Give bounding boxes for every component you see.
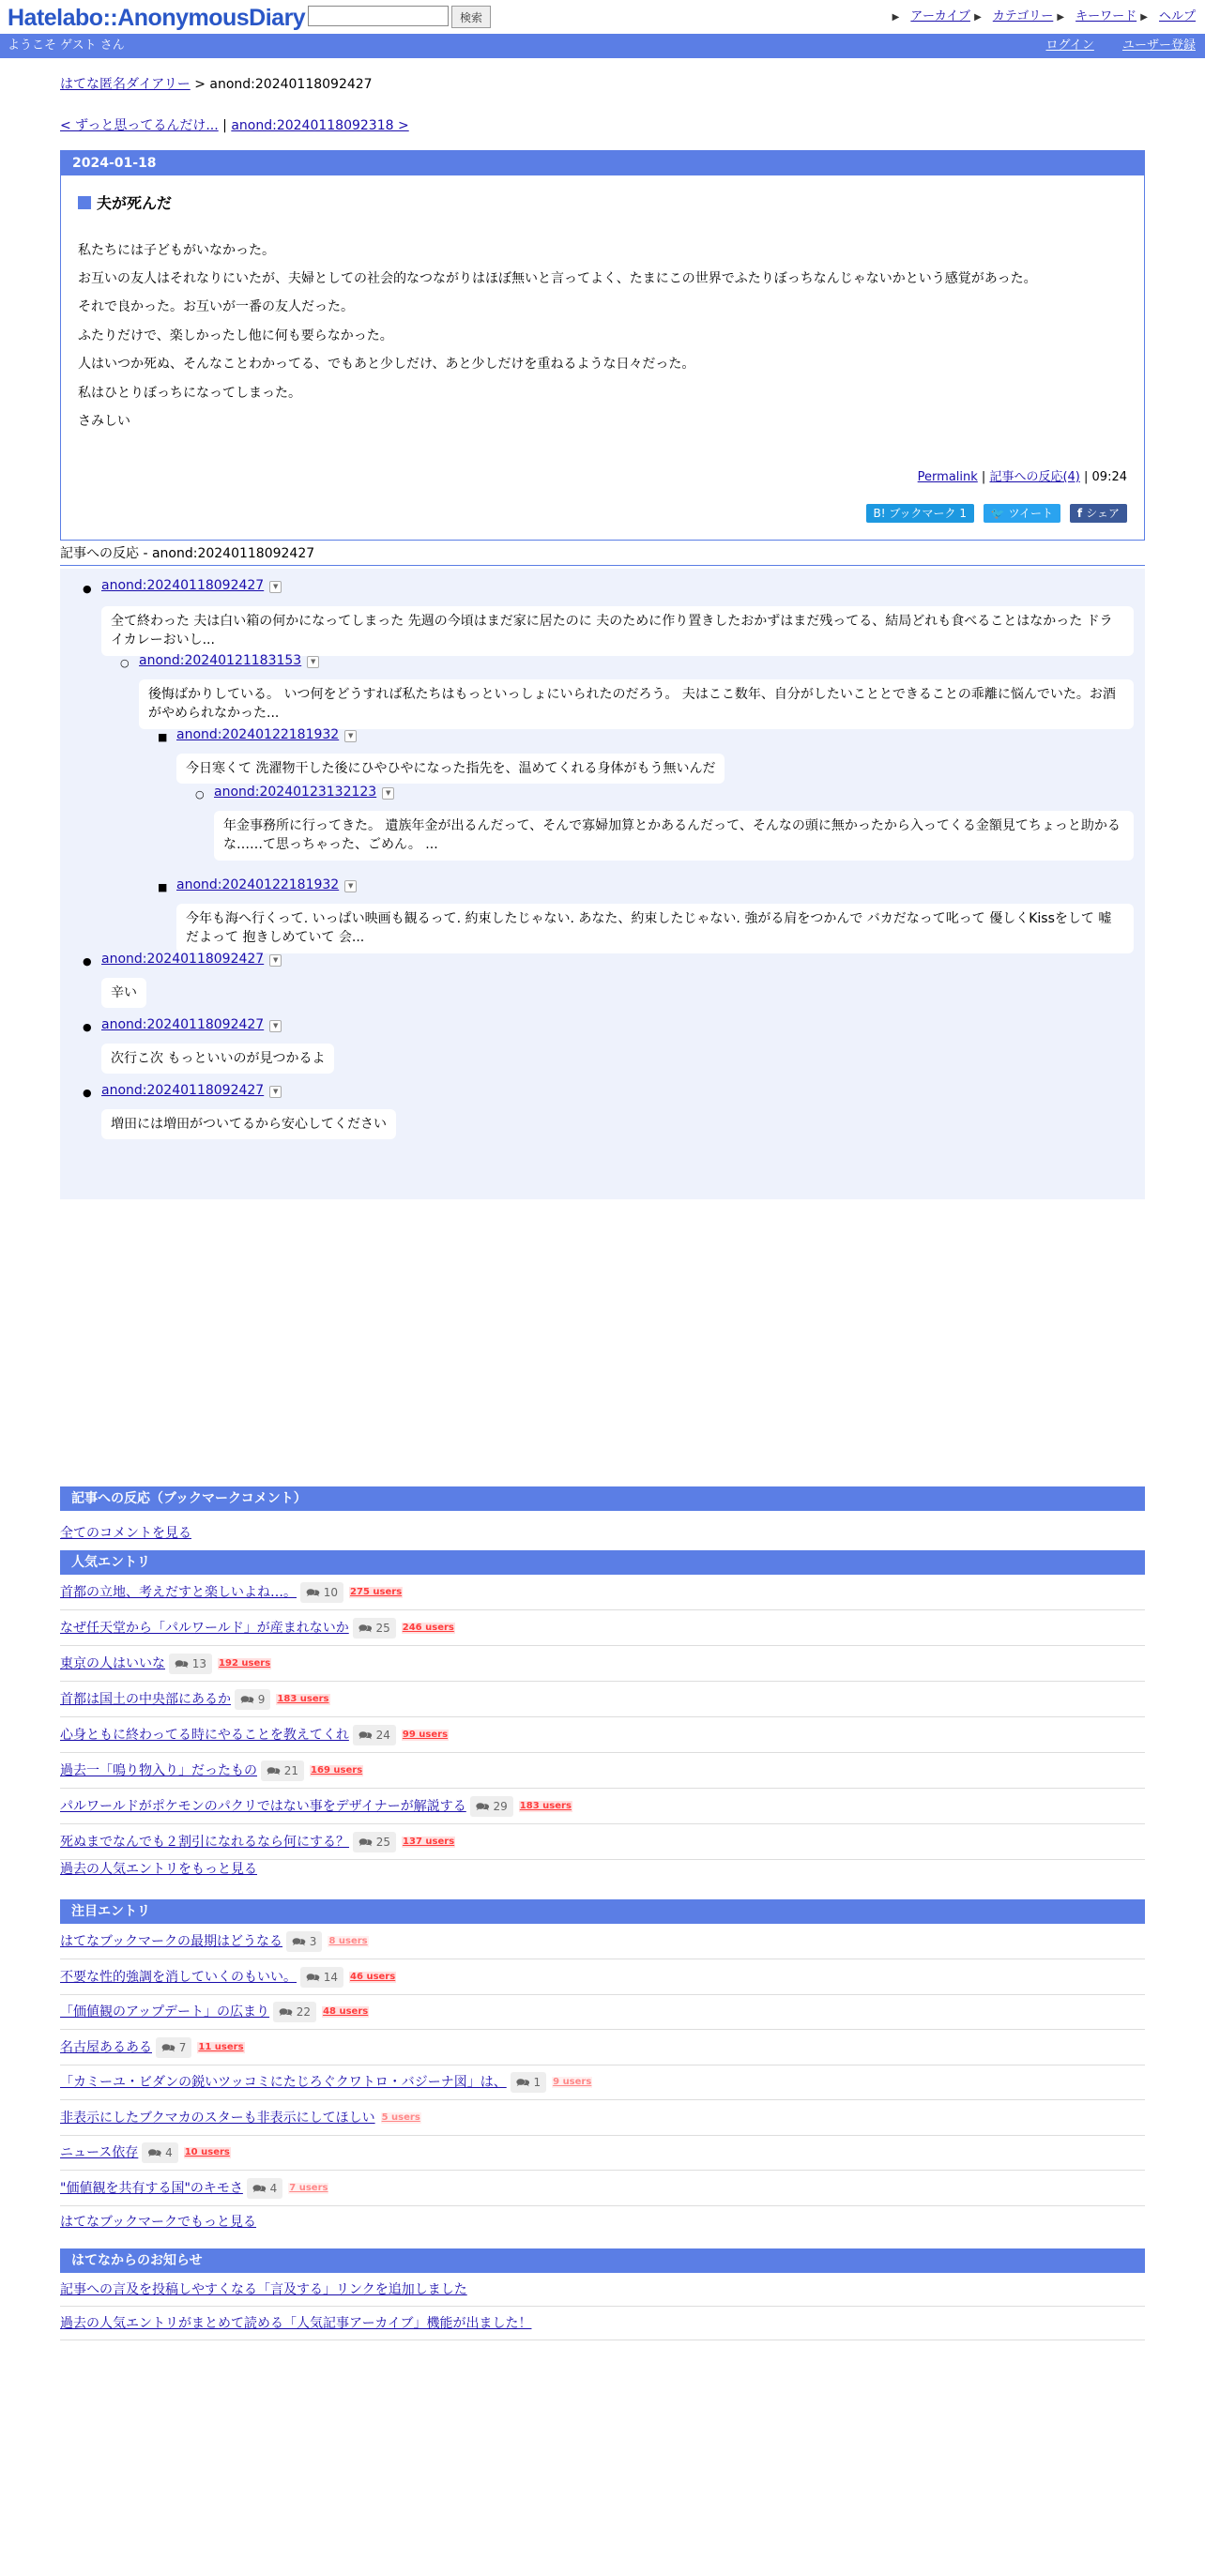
welcome-text: ようこそ ゲスト さん: [8, 38, 125, 53]
comment-count-badge[interactable]: [273, 2002, 316, 2022]
bullet-square-icon: ■: [158, 731, 168, 743]
article-paragraph: それで良かった。お互いが一番の友人だった。: [78, 299, 354, 314]
entry-row: [60, 2101, 1145, 2136]
next-link[interactable]: anond:20240118092318 >: [231, 118, 409, 133]
tweet-button[interactable]: [984, 504, 1060, 523]
nav-category[interactable]: カテゴリー: [992, 9, 1054, 23]
dropdown-toggle-icon[interactable]: ▼: [344, 730, 357, 742]
response-item: [101, 1015, 282, 1035]
bookmark-users-badge[interactable]: 5 users: [381, 2111, 420, 2123]
share-buttons: [861, 504, 1127, 523]
comment-count: 22: [296, 2005, 312, 2019]
response-excerpt: 後悔ばかりしている。 いつ何をどうすれば私たちはもっといっしょにいられたのだろう。 夫はここ数年、自分がしたいこととできることの乖離に悩んでいた。お酒がやめられなかった...: [139, 679, 1134, 729]
speech-bubble-icon: 🗪: [358, 1836, 376, 1849]
entry-title-link[interactable]: 「価値観のアップデート」の広まり: [60, 2004, 270, 2020]
response-link[interactable]: anond:20240118092427: [101, 952, 265, 967]
chevron-right-icon: ▶: [1057, 12, 1065, 23]
bookmark-users-badge[interactable]: 183 users: [277, 1694, 329, 1704]
article-footer: [918, 468, 1127, 487]
breadcrumb-home[interactable]: はてな匿名ダイアリー: [60, 77, 191, 92]
prev-link[interactable]: < ずっと思ってるんだけ...: [60, 118, 219, 133]
bookmark-users-badge[interactable]: 48 users: [323, 2006, 369, 2017]
notices-heading: はてなからのお知らせ: [60, 2248, 1145, 2273]
breadcrumb-separator: >: [190, 77, 210, 92]
search-button[interactable]: 検索: [451, 6, 491, 28]
reactions-link[interactable]: 記事への反応(4): [989, 470, 1080, 484]
permalink-link[interactable]: Permalink: [917, 470, 978, 484]
comment-count: 24: [375, 1729, 390, 1742]
speech-bubble-icon: 🗪: [252, 2181, 270, 2195]
article-date: 2024-01-18: [61, 151, 1144, 175]
response-link[interactable]: anond:20240122181932: [176, 727, 340, 742]
dropdown-toggle-icon[interactable]: ▼: [269, 581, 282, 593]
bookmark-users-badge[interactable]: 9 users: [553, 2077, 592, 2087]
response-link[interactable]: anond:20240122181932: [176, 877, 340, 892]
response-excerpt: 年金事務所に行ってきた。 遺族年金が出るんだって、そんで寡婦加算とかあるんだって、そんなの頭に無かったから入ってくる金額見てちょっと助かるな……て思っちゃった、ごめん。 ...: [214, 811, 1134, 861]
comment-count-badge[interactable]: [353, 1618, 396, 1639]
speech-bubble-icon: 🗪: [147, 2146, 166, 2159]
entry-title-link[interactable]: 死ぬまでなんでも２割引になれるなら何にする？: [60, 1835, 349, 1850]
bullet-square-icon: ■: [158, 881, 168, 893]
response-excerpt: 全て終わった 夫は白い箱の何かになってしまった 先週の今頃はまだ家に居たのに 夫のために作り置きしたおかずはまだ残ってる、結局どれも食べることはなかった ドライカレーおいし...: [101, 606, 1134, 656]
entry-row: [60, 2136, 1145, 2171]
speech-bubble-icon: 🗪: [306, 1970, 324, 1984]
all-comments-link[interactable]: 全てのコメントを見る: [60, 1526, 191, 1541]
response-item: [139, 651, 319, 671]
speech-bubble-icon: 🗪: [306, 1586, 324, 1599]
article-time: 09:24: [1091, 470, 1127, 484]
entry-title-link[interactable]: 「カミーユ・ビダンの鋭いツッコミにたじろぐクワトロ・バジーナ図」は、: [60, 2075, 507, 2090]
bullet-disc-icon: ●: [83, 583, 92, 595]
comment-count-badge[interactable]: [169, 1654, 212, 1674]
entry-title-link[interactable]: "価値観を共有する国"のキモさ: [60, 2180, 243, 2196]
entry-row: [60, 2065, 1145, 2100]
comment-count: 29: [493, 1800, 508, 1813]
dropdown-toggle-icon[interactable]: ▼: [307, 656, 319, 668]
tweet-label: ツイート: [1008, 507, 1053, 520]
entry-title-link[interactable]: 首都の立地、考えだすと楽しいよね…。: [60, 1585, 297, 1600]
top-nav: [892, 8, 1196, 26]
dropdown-toggle-icon[interactable]: ▼: [344, 880, 357, 892]
dropdown-toggle-icon[interactable]: ▼: [269, 1086, 282, 1098]
comment-count-badge[interactable]: [261, 1761, 304, 1781]
entry-row: [60, 1754, 1145, 1789]
entry-row: [60, 1611, 1145, 1646]
dropdown-toggle-icon[interactable]: ▼: [269, 1020, 282, 1032]
response-item: [101, 950, 282, 969]
prevnext-separator: |: [218, 118, 232, 133]
facebook-share-button[interactable]: [1070, 504, 1127, 523]
comment-count-badge[interactable]: [300, 1967, 343, 1988]
response-excerpt: 増田には増田がついてるから安心してください: [101, 1109, 396, 1139]
entry-title-link[interactable]: 非表示にしたブクマカのスターも非表示にしてほしい: [60, 2110, 375, 2126]
comment-count-badge[interactable]: [142, 2142, 177, 2163]
response-item: [101, 1081, 282, 1101]
response-item: [214, 783, 394, 802]
response-excerpt: 辛い: [101, 978, 146, 1008]
notice-item: [60, 2307, 1145, 2340]
bookmark-users-badge[interactable]: 137 users: [403, 1837, 455, 1847]
entry-title-link[interactable]: 東京の人はいいな: [60, 1656, 165, 1671]
article-paragraph: さみしい: [78, 414, 130, 429]
chevron-right-icon: ▶: [1140, 12, 1148, 23]
dropdown-toggle-icon[interactable]: ▼: [382, 787, 394, 800]
entry-row: [60, 1825, 1145, 1860]
article: [60, 150, 1145, 541]
response-item: [176, 725, 357, 745]
comment-count: 10: [323, 1586, 339, 1599]
comment-count-badge[interactable]: [353, 1832, 396, 1852]
comment-count-badge[interactable]: [235, 1689, 270, 1710]
speech-bubble-icon: 🗪: [475, 1800, 494, 1813]
chevron-right-icon: ▶: [974, 12, 982, 23]
entry-row: [60, 1995, 1145, 2030]
search-input[interactable]: [308, 6, 449, 26]
speech-bubble-icon: 🗪: [515, 2076, 534, 2089]
welcome-bar: [0, 34, 1205, 58]
response-item: [176, 876, 357, 895]
bookmark-users-badge[interactable]: 246 users: [402, 1623, 454, 1633]
comment-count-badge[interactable]: [353, 1725, 396, 1745]
bookmark-users-badge[interactable]: 7 users: [289, 2182, 328, 2193]
entry-title-link[interactable]: 過去一「鳴り物入り」だったもの: [60, 1763, 257, 1778]
facebook-icon: f: [1076, 507, 1087, 520]
section-square-icon: [78, 196, 91, 209]
entry-title-link[interactable]: 首都は国土の中央部にあるか: [60, 1692, 231, 1707]
comment-count: 9: [257, 1693, 266, 1706]
bullet-disc-icon: ●: [83, 1087, 92, 1099]
article-title-text: 夫が死んだ: [97, 194, 173, 212]
entry-title-link[interactable]: ニュース依存: [60, 2145, 139, 2160]
comment-count: 25: [375, 1836, 391, 1849]
site-logo[interactable]: Hatelabo::AnonymousDiary: [8, 5, 306, 31]
response-link[interactable]: anond:20240118092427: [101, 578, 265, 593]
response-excerpt: 今日寒くて 洗濯物干した後にひやひやになった指先を、温めてくれる身体がもう無いんだ: [176, 754, 725, 784]
popular-more-link[interactable]: 過去の人気エントリをもっと見る: [60, 1862, 257, 1877]
nav-help[interactable]: ヘルプ: [1158, 9, 1196, 23]
entry-row: [60, 1647, 1145, 1682]
bookmark-users-badge[interactable]: 275 users: [350, 1587, 403, 1597]
comment-count: 4: [269, 2181, 278, 2195]
comment-count: 7: [178, 2040, 187, 2054]
bullet-circle-icon: ○: [120, 657, 130, 669]
bullet-circle-icon: ○: [195, 788, 205, 800]
comment-count-badge[interactable]: [156, 2037, 191, 2058]
entry-title-link[interactable]: 名古屋あるある: [60, 2039, 152, 2055]
article-paragraph: 私はひとりぼっちになってしまった。: [78, 386, 301, 401]
response-excerpt: 今年も海へ行くって. いっぱい映画も観るって. 約束したじゃない. あなた、約束したじゃない. 強がる肩をつかんで バカだなって叱って 優しくKissをして 嘘だよって 抱きしめていて 会...: [176, 904, 1134, 953]
article-paragraph: 人はいつか死ぬ、そんなことわかってる、でもあと少しだけ、あと少しだけを重ねるような日々だった。: [78, 357, 695, 372]
entry-row: [60, 1925, 1145, 1959]
comment-count: 1: [533, 2076, 541, 2089]
entry-row: [60, 1576, 1145, 1610]
speech-bubble-icon: 🗪: [358, 1622, 376, 1635]
entry-title-link[interactable]: はてなブックマークの最期はどうなる: [60, 1934, 283, 1949]
bullet-disc-icon: ●: [83, 955, 92, 968]
bookmark-more-link[interactable]: はてなブックマークでもっと見る: [60, 2215, 257, 2230]
dropdown-toggle-icon[interactable]: ▼: [269, 954, 282, 967]
register-link[interactable]: ユーザー登録: [1121, 38, 1196, 53]
entry-title-link[interactable]: パルワールドがポケモンのパクリではない事をデザイナーが解説する: [60, 1799, 466, 1814]
entry-title-link[interactable]: なぜ任天堂から「パルワールド」が産まれないか: [60, 1621, 349, 1636]
prev-next-nav: [60, 116, 409, 136]
entry-row: [60, 1683, 1145, 1717]
hatena-bookmark-button[interactable]: B! ブックマーク 1: [866, 504, 974, 523]
response-link[interactable]: anond:20240118092427: [101, 1083, 265, 1098]
footer-separator: |: [977, 470, 990, 484]
response-link[interactable]: anond:20240118092427: [101, 1017, 265, 1032]
notice-link[interactable]: 記事への言及を投稿しやすくなる「言及する」リンクを追加しました: [60, 2282, 467, 2297]
nav-archive[interactable]: アーカイブ: [910, 9, 970, 23]
notice-link[interactable]: 過去の人気エントリがまとめて読める「人気記事アーカイブ」機能が出ました！: [60, 2316, 532, 2331]
bookmark-users-badge[interactable]: 99 users: [402, 1730, 449, 1740]
comment-count-badge[interactable]: [286, 1931, 322, 1952]
login-link[interactable]: ログイン: [1045, 38, 1094, 53]
comment-count-badge[interactable]: [300, 1582, 343, 1603]
response-link[interactable]: anond:20240121183153: [139, 653, 302, 668]
header-banner: [0, 0, 1205, 34]
response-excerpt: 次行こ次 もっといいのが見つかるよ: [101, 1044, 334, 1074]
comment-count-badge[interactable]: [247, 2178, 282, 2199]
bookmark-users-badge[interactable]: 11 users: [198, 2041, 244, 2052]
bookmark-users-badge[interactable]: 8 users: [328, 1936, 368, 1946]
chevron-right-icon: ▶: [892, 12, 900, 23]
twitter-bird-icon: 🐦: [990, 507, 1009, 520]
bookmark-users-badge[interactable]: 10 users: [184, 2147, 230, 2157]
response-item: [101, 576, 282, 596]
entry-title-link[interactable]: 不要な性的強調を消していくのもいい。: [60, 1969, 297, 1985]
comment-count-badge[interactable]: [470, 1796, 513, 1817]
notice-item: [60, 2273, 1145, 2307]
bookmark-users-badge[interactable]: 183 users: [519, 1801, 572, 1811]
comment-count: 14: [323, 1970, 339, 1984]
featured-entries-heading: 注目エントリ: [60, 1899, 1145, 1924]
entry-row: [60, 1790, 1145, 1824]
speech-bubble-icon: 🗪: [161, 2040, 179, 2054]
bullet-disc-icon: ●: [83, 1021, 92, 1033]
nav-keyword[interactable]: キーワード: [1075, 9, 1137, 23]
popular-entries-heading: 人気エントリ: [60, 1550, 1145, 1575]
comment-count: 25: [375, 1622, 390, 1635]
entry-title-link[interactable]: 心身ともに終わってる時にやることを教えてくれ: [60, 1728, 349, 1743]
comment-count-badge[interactable]: [511, 2072, 546, 2093]
comment-count: 13: [191, 1657, 207, 1670]
footer-separator: |: [1079, 470, 1092, 484]
speech-bubble-icon: 🗪: [292, 1935, 310, 1948]
responses-tree: [60, 569, 1145, 1199]
article-title: [78, 192, 172, 215]
bookmark-comments-heading: 記事への反応（ブックマークコメント）: [60, 1486, 1145, 1511]
speech-bubble-icon: 🗪: [358, 1729, 376, 1742]
breadcrumb: [60, 75, 373, 95]
entry-row: [60, 1960, 1145, 1995]
breadcrumb-current: anond:20240118092427: [209, 77, 373, 92]
entry-row: [60, 2172, 1145, 2206]
article-paragraph: お互いの友人はそれなりにいたが、夫婦としての社会的なつながりはほぼ無いと言ってよく、たまにこの世界でふたりぼっちなんじゃないかという感覚があった。: [78, 271, 1037, 286]
comment-count: 21: [283, 1764, 299, 1777]
article-paragraph: ふたりだけで、楽しかったし他に何も要らなかった。: [78, 328, 393, 343]
bookmark-users-badge[interactable]: 192 users: [219, 1658, 271, 1669]
bookmark-users-badge[interactable]: 46 users: [350, 1971, 396, 1982]
comment-count: 4: [165, 2146, 173, 2159]
responses-heading: 記事への反応 - anond:20240118092427: [60, 544, 1145, 566]
entry-row: [60, 1718, 1145, 1753]
facebook-label: シェア: [1086, 507, 1120, 520]
speech-bubble-icon: 🗪: [279, 2005, 297, 2019]
bookmark-users-badge[interactable]: 169 users: [311, 1765, 363, 1776]
speech-bubble-icon: 🗪: [240, 1693, 258, 1706]
speech-bubble-icon: 🗪: [175, 1657, 192, 1670]
comment-count: 3: [309, 1935, 317, 1948]
article-paragraph: 私たちには子どもがいなかった。: [78, 243, 275, 258]
speech-bubble-icon: 🗪: [267, 1764, 284, 1777]
response-link[interactable]: anond:20240123132123: [214, 785, 377, 800]
entry-row: [60, 2031, 1145, 2065]
